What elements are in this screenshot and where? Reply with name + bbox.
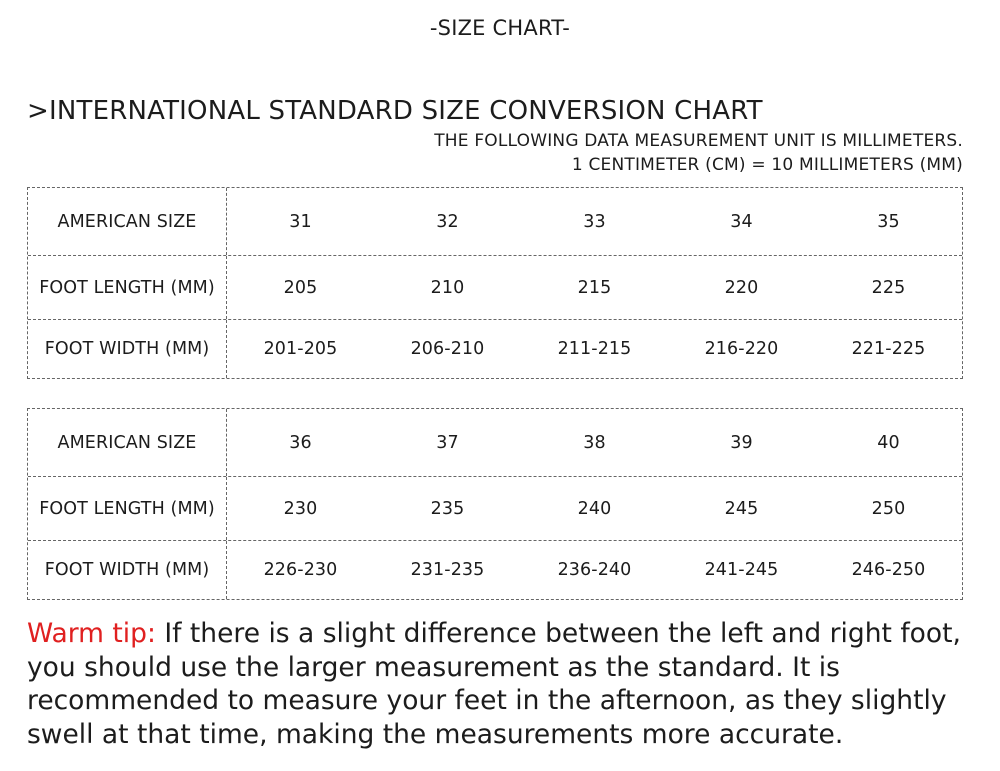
foot-width-row [28, 319, 962, 378]
table-cell: 250 [871, 498, 906, 519]
table-cell: 201-205 [263, 339, 338, 359]
table-cell: 240 [577, 498, 612, 519]
warm-tip-label: Warm tip: [27, 618, 156, 649]
foot-width-row [28, 540, 962, 599]
table-cell: 245 [724, 498, 759, 519]
table-cell: 230 [283, 498, 318, 519]
row-label: AMERICAN SIZE [28, 409, 227, 476]
warm-tip [27, 617, 977, 751]
table-cell: 216-220 [704, 339, 779, 359]
table-cell: 37 [436, 432, 459, 453]
size-table-2 [27, 408, 963, 600]
row-label: FOOT LENGTH (MM) [28, 256, 227, 319]
table-cell: 246-250 [851, 560, 926, 580]
table-cell: 32 [436, 211, 459, 232]
table-cell: 35 [877, 211, 900, 232]
american-size-row [28, 409, 962, 476]
table-cell: 226-230 [263, 560, 338, 580]
table-cell: 205 [283, 277, 318, 298]
row-label: AMERICAN SIZE [28, 188, 227, 255]
table-cell: 34 [730, 211, 753, 232]
table-cell: 39 [730, 432, 753, 453]
page-title: -SIZE CHART- [429, 16, 571, 40]
table-cell: 241-245 [704, 560, 779, 580]
table-cell: 31 [289, 211, 312, 232]
warm-tip-text: If there is a slight difference between the left and right foot, you should use the larger measurement as the standard. It is recommended to measure your feet in the afternoon, as they slightly swell at that time, making the measurements more accurate. [27, 618, 961, 750]
table-cell: 236-240 [557, 560, 632, 580]
unit-note-line2: 1 CENTIMETER (CM) = 10 MILLIMETERS (MM) [571, 155, 963, 175]
table-cell: 206-210 [410, 339, 485, 359]
table-cell: 225 [871, 277, 906, 298]
table-cell: 221-225 [851, 339, 926, 359]
table-cell: 33 [583, 211, 606, 232]
unit-note-line1: THE FOLLOWING DATA MEASUREMENT UNIT IS MILLIMETERS. [434, 131, 963, 151]
size-table-1 [27, 187, 963, 379]
table-cell: 38 [583, 432, 606, 453]
row-label: FOOT LENGTH (MM) [28, 477, 227, 540]
foot-length-row [28, 255, 962, 319]
american-size-row [28, 188, 962, 255]
table-cell: 210 [430, 277, 465, 298]
table-cell: 215 [577, 277, 612, 298]
table-cell: 235 [430, 498, 465, 519]
table-cell: 220 [724, 277, 759, 298]
foot-length-row [28, 476, 962, 540]
table-cell: 40 [877, 432, 900, 453]
table-cell: 36 [289, 432, 312, 453]
row-label: FOOT WIDTH (MM) [28, 320, 227, 378]
row-label: FOOT WIDTH (MM) [28, 541, 227, 599]
table-cell: 231-235 [410, 560, 485, 580]
section-title: >INTERNATIONAL STANDARD SIZE CONVERSION CHART [27, 96, 763, 126]
table-cell: 211-215 [557, 339, 632, 359]
